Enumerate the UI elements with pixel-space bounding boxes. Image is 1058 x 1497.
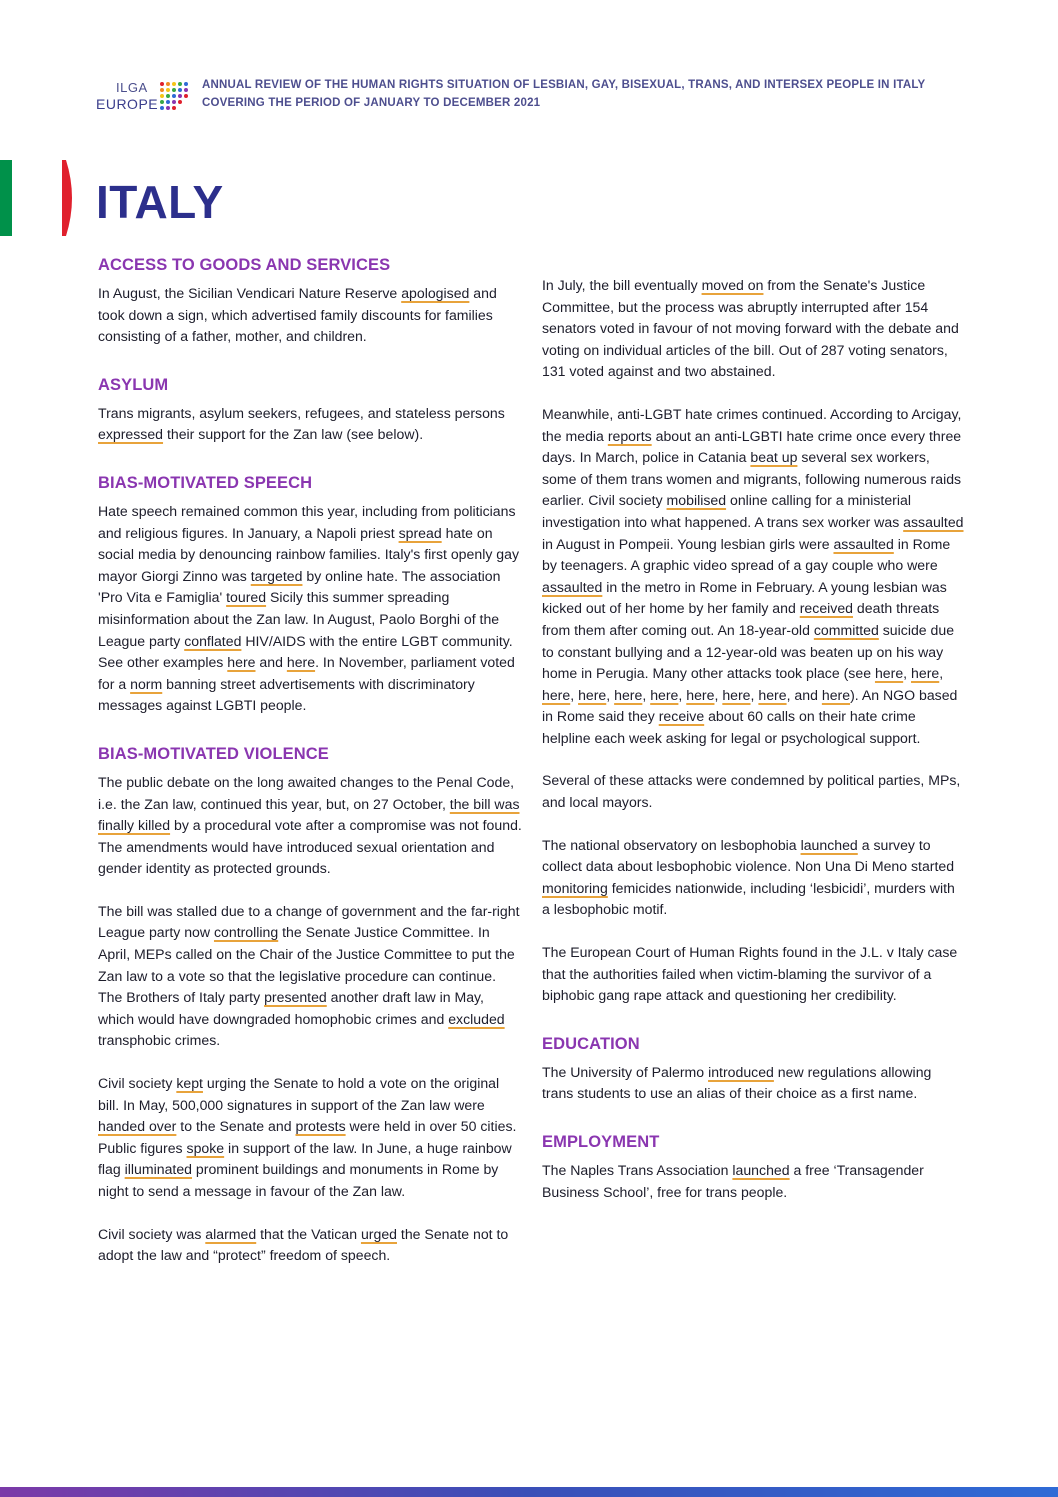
- paragraph-text: in August in Pompeii. Young lesbian girls were: [542, 535, 834, 552]
- paragraph: [542, 275, 966, 383]
- inline-link[interactable]: norm: [130, 675, 163, 692]
- paragraph-text: The public debate on the long awaited changes to the Penal Code, i.e. the Zan law, continued this year, but, on 27 October,: [98, 773, 515, 812]
- paragraph: [542, 770, 966, 813]
- inline-link[interactable]: protests: [295, 1118, 346, 1135]
- paragraph: [98, 501, 522, 717]
- paragraph-text: hate on social media by denouncing rainbow families. Italy's first openly gay mayor Giorgi Zinno was: [98, 524, 520, 584]
- inline-link[interactable]: beat up: [750, 449, 798, 466]
- inline-link[interactable]: received: [799, 600, 854, 617]
- paragraph-text: about an anti-LGBTI hate crime once every three days. In March, police in Catania: [542, 427, 962, 466]
- paragraph: [542, 404, 966, 750]
- paragraph-text: their support for the Zan law (see below).: [163, 426, 424, 443]
- paragraph-text: ,: [903, 665, 912, 682]
- paragraph-text: ,: [750, 686, 759, 703]
- paragraph-text: The European Court of Human Rights found in the J.L. v Italy case that the authorities failed when victim-blaming the survivor of a biphobic gang rape attack and questioning her credibility.: [542, 944, 958, 1004]
- paragraph-text: another draft law in May, which would have downgraded homophobic crimes and: [98, 989, 484, 1027]
- paragraph-text: and took down a sign, which advertised family discounts for families consisting of a father, mother, and children.: [98, 285, 497, 345]
- section-heading-asylum: ASYLUM: [98, 375, 169, 394]
- inline-link[interactable]: mobilised: [666, 492, 727, 509]
- paragraph: [98, 403, 522, 446]
- right-column: [542, 254, 966, 1203]
- inline-link[interactable]: launched: [800, 836, 858, 853]
- section-heading-speech: BIAS-MOTIVATED SPEECH: [98, 473, 313, 492]
- left-column: [98, 254, 522, 1267]
- paragraph-text: femicides nationwide, including ‘lesbicidi’, murders with a lesbophobic motif.: [542, 879, 955, 918]
- paragraph: [542, 1160, 966, 1203]
- inline-link[interactable]: here: [722, 686, 751, 703]
- paragraph-text: In August, the Sicilian Vendicari Nature Reserve: [98, 285, 402, 301]
- paragraph: [98, 1224, 522, 1267]
- rainbow-footer-bar: [0, 1487, 1058, 1497]
- paragraph-text: in Rome by teenagers. A graphic video spread of a gay couple who were: [542, 535, 951, 574]
- paragraph-text: were held in over 50 cities. Public figures: [98, 1118, 517, 1156]
- inline-link[interactable]: here: [227, 654, 256, 671]
- inline-link[interactable]: reports: [607, 427, 652, 444]
- paragraph-text: new regulations allowing trans students to use an alias of their choice as a first name.: [542, 1063, 932, 1102]
- paragraph-text: to the Senate and: [176, 1118, 296, 1135]
- report-title-line2: COVERING THE PERIOD OF JANUARY TO DECEMBER 2021: [202, 97, 541, 109]
- paragraph-text: prominent buildings and monuments in Rome by night to send a message in favour of the Zan law.: [98, 1161, 499, 1199]
- paragraph-text: ,: [939, 665, 944, 682]
- paragraph-text: suicide due to constant bullying and a 12-year-old was beaten up on his way home in Perugia. Many other attacks took place (see: [542, 621, 955, 682]
- paragraph-text: HIV/AIDS with the entire LGBT community. See other examples: [98, 632, 513, 671]
- inline-link[interactable]: committed: [813, 621, 879, 638]
- paragraph-text: The national observatory on lesbophobia: [542, 836, 801, 853]
- inline-link[interactable]: alarmed: [205, 1225, 257, 1242]
- paragraph-text: banning street advertisements with discriminatory messages against LGBTI people.: [98, 675, 475, 714]
- inline-link[interactable]: launched: [732, 1162, 790, 1178]
- inline-link[interactable]: here: [286, 654, 316, 671]
- paragraph-text: by online hate. The association 'Pro Vita e Famiglia': [98, 567, 501, 606]
- inline-link[interactable]: assaulted: [542, 578, 603, 595]
- paragraph-text: that the Vatican: [256, 1225, 361, 1242]
- inline-link[interactable]: targeted: [250, 567, 303, 584]
- paragraph-text: The University of Palermo: [542, 1063, 709, 1080]
- paragraph-text: The bill was stalled due to a change of government and the far-right League party now: [98, 902, 520, 941]
- inline-link[interactable]: here: [874, 665, 904, 682]
- paragraph: [98, 283, 522, 348]
- paragraph-text: ,: [642, 686, 651, 703]
- paragraph-text: The Naples Trans Association: [542, 1162, 733, 1178]
- paragraph-text: Civil society was: [98, 1225, 206, 1242]
- paragraph-text: Civil society: [98, 1075, 177, 1092]
- paragraph-text: death threats from them after coming out. An 18-year-old: [542, 600, 940, 638]
- paragraph-text: in the metro in Rome in February. A young lesbian was kicked out of her home by her family and: [542, 578, 947, 617]
- paragraph-text: ,: [678, 686, 687, 703]
- paragraph-text: a survey to collect data about lesbophobic violence. Non Una Di Meno started: [542, 836, 955, 875]
- inline-link[interactable]: introduced: [708, 1063, 774, 1080]
- paragraph-text: ,: [714, 686, 723, 703]
- inline-link[interactable]: here: [614, 686, 643, 703]
- paragraph: [542, 1062, 966, 1105]
- inline-link[interactable]: spread: [398, 524, 442, 541]
- paragraph-text: several sex workers, some of them trans women and migrants, following numerous raids earlier. Civil society: [542, 449, 962, 509]
- section-heading-education: EDUCATION: [542, 1034, 640, 1053]
- inline-link[interactable]: moved on: [701, 277, 764, 293]
- inline-link[interactable]: here: [542, 686, 571, 703]
- inline-link[interactable]: here: [578, 686, 607, 703]
- paragraph-text: Trans migrants, asylum seekers, refugees, and stateless persons: [98, 404, 505, 421]
- report-title-line1: ANNUAL REVIEW OF THE HUMAN RIGHTS SITUATION OF LESBIAN, GAY, BISEXUAL, TRANS, AND INTERSEX PEOPLE IN ITALY: [202, 79, 926, 91]
- inline-link[interactable]: excluded: [448, 1010, 505, 1027]
- paragraph-text: ,: [606, 686, 615, 703]
- inline-link[interactable]: here: [686, 686, 715, 703]
- paragraph-text: . In November, parliament voted for a: [98, 654, 515, 692]
- paragraph-text: transphobic crimes.: [98, 1032, 221, 1049]
- inline-link[interactable]: here: [821, 686, 851, 703]
- rainbow-dots-icon: [158, 80, 190, 110]
- inline-link[interactable]: spoke: [186, 1139, 225, 1156]
- inline-link[interactable]: apologised: [401, 285, 470, 301]
- paragraph-text: ,: [570, 686, 579, 703]
- ilga-europe-logo: [96, 78, 196, 114]
- paragraph-text: a free ‘Transagender Business School’, free for trans people.: [542, 1162, 924, 1200]
- paragraph: [542, 835, 966, 921]
- paragraph: [98, 901, 522, 1052]
- paragraph-text: by a procedural vote after a compromise was not found. The amendments would have introduced sexual orientation and gender identity as protected grounds.: [98, 817, 522, 877]
- paragraph-text: online calling for a ministerial investigation into what happened. A trans sex worker was: [542, 492, 911, 530]
- inline-link[interactable]: here: [650, 686, 679, 703]
- paragraph-text: the Senate not to adopt the law and “protect” freedom of speech.: [98, 1225, 509, 1264]
- paragraph-text: Sicily this summer spreading misinformation about the Zan law. In August, Paolo Borghi of the League party: [98, 589, 500, 649]
- paragraph-text: Several of these attacks were condemned by political parties, MPs, and local mayors.: [542, 772, 961, 811]
- inline-link[interactable]: expressed: [98, 426, 164, 443]
- paragraph-text: , and: [786, 686, 822, 703]
- paragraph-text: ). An NGO based in Rome said they: [542, 686, 958, 725]
- inline-link[interactable]: receive: [658, 708, 705, 725]
- section-heading-employment: EMPLOYMENT: [542, 1133, 660, 1151]
- inline-link[interactable]: assaulted: [833, 535, 894, 552]
- inline-link[interactable]: here: [758, 686, 787, 703]
- paragraph: [542, 942, 966, 1007]
- inline-link[interactable]: the bill was finally killed: [98, 795, 520, 834]
- paragraph: [98, 772, 522, 880]
- inline-link[interactable]: urged: [360, 1225, 397, 1242]
- section-heading-goods: ACCESS TO GOODS AND SERVICES: [98, 256, 391, 274]
- inline-link[interactable]: assaulted: [903, 513, 964, 530]
- inline-link[interactable]: toured: [226, 589, 267, 606]
- paragraph-text: Hate speech remained common this year, including from politicians and religious figures. In January, a Napoli priest: [98, 502, 516, 541]
- report-title-block: [202, 76, 962, 112]
- inline-link[interactable]: presented: [264, 989, 327, 1006]
- paragraph-text: in support of the law. In June, a huge rainbow flag: [98, 1139, 512, 1178]
- inline-link[interactable]: handed over: [98, 1118, 177, 1135]
- section-heading-violence: BIAS-MOTIVATED VIOLENCE: [98, 744, 329, 763]
- paragraph-text: from the Senate's Justice Committee, but the process was abruptly interrupted after 154 senators voted in favour of not moving forward with the debate and voting on individual articles of the bill. Out of 287 voting senators, 131 voted against and two abstained.: [542, 277, 959, 380]
- paragraph-text: Meanwhile, anti-LGBT hate crimes continued. According to Arcigay, the media: [542, 405, 962, 444]
- inline-link[interactable]: conflated: [184, 632, 242, 649]
- inline-link[interactable]: monitoring: [542, 879, 608, 896]
- paragraph-text: and: [255, 654, 287, 671]
- country-title: ITALY: [96, 176, 224, 228]
- paragraph-text: urging the Senate to hold a vote on the original bill. In May, 500,000 signatures in support of the Zan law were: [98, 1075, 500, 1113]
- paragraph-text: about 60 calls on their hate crime helpline each week asking for legal or psychological support.: [542, 708, 921, 746]
- inline-link[interactable]: controlling: [213, 924, 279, 941]
- paragraph: [98, 1073, 522, 1203]
- inline-link[interactable]: illuminated: [124, 1161, 193, 1178]
- inline-link[interactable]: kept: [176, 1075, 203, 1092]
- paragraph-text: In July, the bill eventually: [542, 277, 702, 293]
- paragraph-text: the Senate Justice Committee. In April, MEPs called on the Chair of the Justice Committee to put the Zan law to a vote so that the legislative procedure can continue. The Brothers of Italy party: [98, 924, 515, 1006]
- italy-flag-icon: [0, 160, 78, 236]
- inline-link[interactable]: here: [911, 665, 940, 682]
- logo-text-bottom: EUROPE: [96, 96, 159, 112]
- logo-text-top: ILGA: [116, 80, 148, 95]
